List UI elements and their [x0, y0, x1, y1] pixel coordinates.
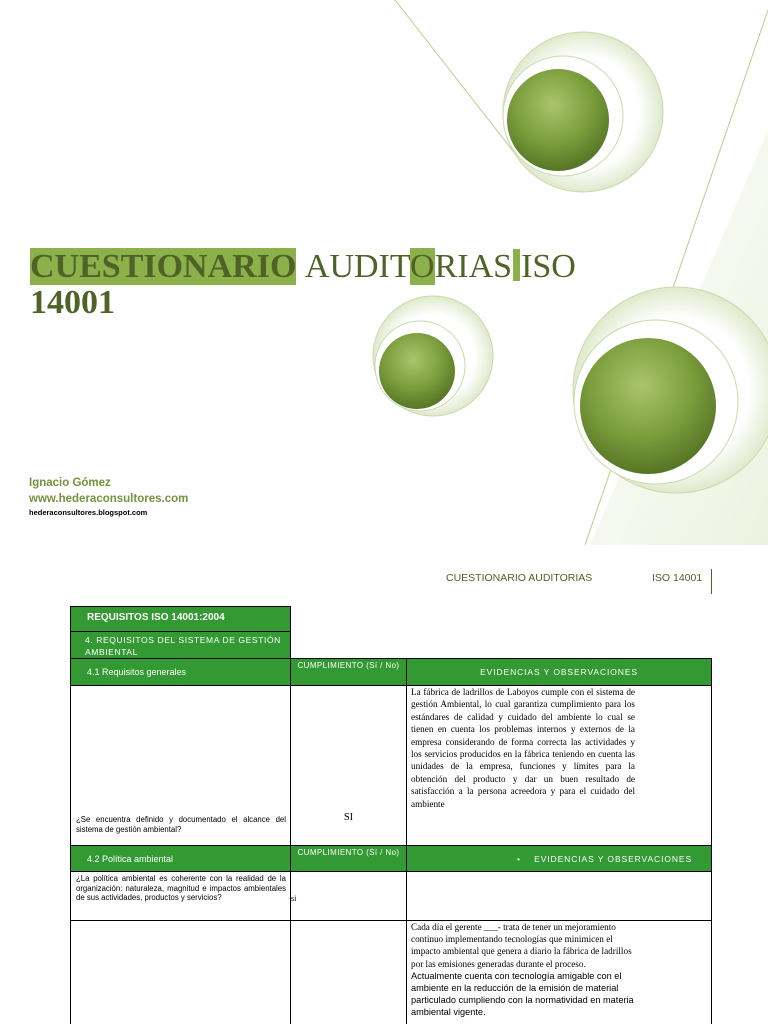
section-4-1-evidence-header: EVIDENCIAS Y OBSERVACIONES — [406, 658, 712, 686]
title-word-rias: RIAS — [434, 248, 513, 285]
title-highlight-bar — [513, 249, 520, 281]
section-4-2-compliance-header: CUMPLIMIENTO (Sí / No) — [290, 845, 407, 872]
evidence-4-2-b-serif: Cada día el gerente ___- trata de tener un mejoramiento continuo implementando tecnologías que minimicen el impacto ambiental que genera a diario la fábrica de ladrillos por las emisiones generadas durante el proceso. — [411, 922, 632, 969]
answer-4-1: SI — [343, 812, 354, 823]
answer-4-2-a: si — [291, 894, 297, 903]
table-row — [70, 920, 291, 1024]
author-name: Ignacio Gómez — [29, 477, 111, 489]
title-letter-o: O — [410, 248, 435, 285]
question-4-2-a: ¿La política ambiental es coherente con la realidad de la organización: naturaleza, magnitud e impactos ambientales de sus actividades, productos y servicios? — [76, 874, 286, 902]
author-block — [29, 475, 188, 518]
table-main-heading: REQUISITOS ISO 14001:2004 — [70, 606, 291, 632]
title-word-iso: ISO — [521, 248, 576, 285]
title-word-cuestionario: CUESTIONARIO — [30, 248, 297, 285]
bullet-icon: • — [517, 854, 521, 864]
running-header-divider — [711, 569, 712, 594]
section-4-1-compliance-header: CUMPLIMIENTO (Sí / No) — [290, 658, 407, 686]
running-header-title: CUESTIONARIO AUDITORIAS — [446, 572, 593, 584]
question-4-1: ¿Se encuentra definido y documentado el alcance del sistema de gestión ambiental? — [76, 815, 286, 834]
evidence-4-1: La fábrica de ladrillos de Laboyos cumple con el sistema de gestión Ambiental, lo cual garantiza cumplimiento para los estándares de calidad y cuidado del ambiente lo cual se tienen en cuenta los problemas internos y externos de la empresa considerando de forma correcta las actividades y los servicios producidos en la fábrica teniendo en cuenta las unidades de la empresa, funciones y límites para la obtención del producto y dar un buen resultado de satisfacción a la persona acreedora y para el cuidado del ambiente — [411, 687, 635, 809]
table-row-answer-cell — [290, 871, 407, 921]
table-row-answer-cell — [290, 920, 407, 1024]
table-section-heading: 4. REQUISITOS DEL SISTEMA DE GESTIÓN AMBIENTAL — [70, 631, 291, 659]
evidence-4-2-b — [411, 921, 636, 1019]
author-website: www.hederaconsultores.com — [29, 493, 189, 505]
section-4-2-label: 4.2 Política ambiental — [70, 845, 291, 872]
title-line-2: 14001 — [30, 284, 115, 321]
table-row-evidence-cell — [406, 871, 712, 921]
section-4-2-evidence-header-text: EVIDENCIAS Y OBSERVACIONES — [534, 854, 693, 864]
section-4-2-evidence-header — [406, 845, 712, 872]
title-word-audit: AUDIT — [304, 248, 411, 285]
evidence-4-2-b-sans: Actualmente cuenta con tecnología amigable con el ambiente en la reducción de la emisión de material particulado cumpliendo con la normatividad en materia ambiental vigente. — [411, 970, 634, 1018]
section-4-1-label: 4.1 Requisitos generales — [70, 658, 291, 686]
author-blog: hederaconsultores.blogspot.com — [29, 508, 148, 517]
cover-title — [30, 249, 670, 321]
running-header-standard: ISO 14001 — [652, 572, 703, 584]
